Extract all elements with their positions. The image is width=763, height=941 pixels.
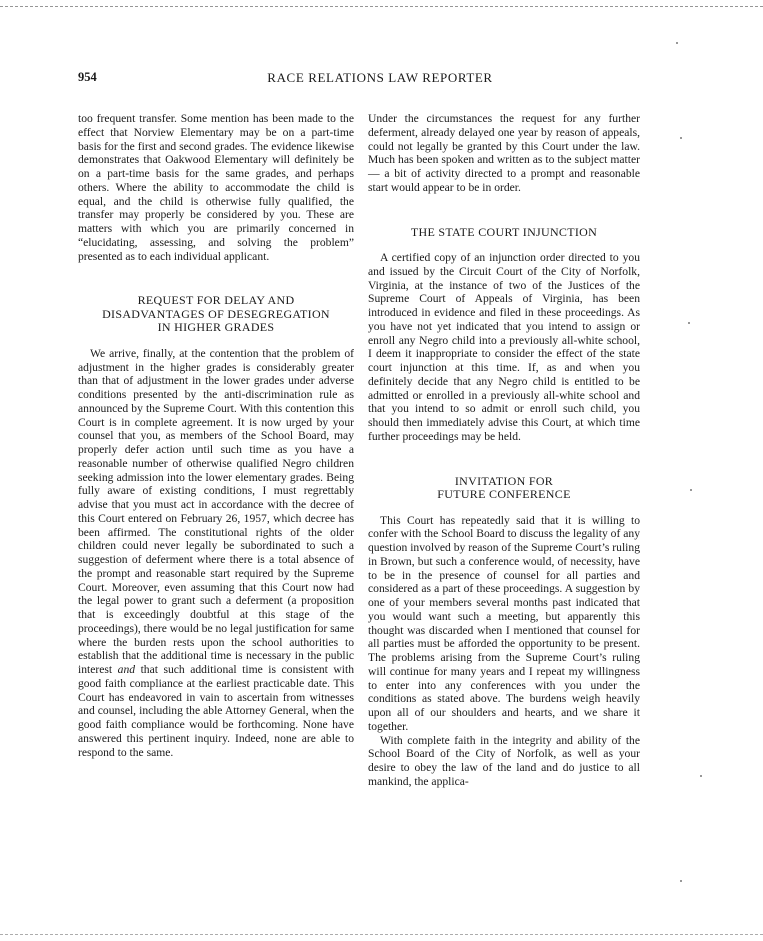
paragraph-injunction: A certified copy of an injunction order directed to you and issued by the Circuit Court of the City of Norfolk, Virginia, at the instance of two of the Justices of the Supreme Court of Appeals of Virginia, has been introduced in evidence and filed in these proceedings. As you have not yet indicated that you intend to assign or enroll any Negro child into a previously all-white school, I deem it inappropriate to consider the effect of the state court injunction at this time. If, as and when you definitely decide that any Negro child is entitled to be admitted or enrolled in a previously all-white school and that you intend to so admit or enroll such child, you should then immediately advise this Court, at which time further proceedings may be held. xyxy=(368,251,640,443)
left-column xyxy=(78,112,354,759)
heading-state-court-injunction: THE STATE COURT INJUNCTION xyxy=(410,224,598,239)
scan-speck xyxy=(676,42,678,44)
heading-invitation-conference xyxy=(368,475,640,502)
heading-line: IN HIGHER GRADES xyxy=(157,320,275,335)
page-number: 954 xyxy=(78,70,97,84)
heading-line: FUTURE CONFERENCE xyxy=(437,487,571,501)
scan-speck xyxy=(688,322,690,324)
heading-line: INVITATION FOR xyxy=(454,473,554,488)
paragraph-text: We arrive, finally, at the contention that the problem of adjustment in the higher grades is considerably greater than that of adjustment in the lower grades under adverse conditions presented by the anti-discrimination rule as announced by the Supreme Court. With this contention this Court is in complete agreement. It is now urged by your counsel that you, as members of the School Board, may properly defer action until such time as you have a reasonable number of otherwise qualified Negro children seeking admission into the lower elementary grades. Being fully aware of existing conditions, I must regrettably advise that you must act in accordance with the decree of this Court entered on February 26, 1957, which decree has been affirmed. The constitutional rights of the older children could never legally be subordinated to such a suggestion of deferment where there is a total absence of the prompt and reasonable start required by the Supreme Court. Moreover, even assuming that this Court now had the legal power to grant such a deferment (a proposition that is exceedingly doubtful at this stage of the proceedings), there would be no legal justification for same where the burden rests upon the school authorities to establish that the additional time is necessary in the public interest xyxy=(78,346,354,676)
scan-top-border xyxy=(0,6,763,7)
scan-speck xyxy=(680,137,682,139)
page-header xyxy=(78,70,682,88)
emphasized-text: and xyxy=(117,663,136,676)
paragraph-closing: With complete faith in the integrity and ability of the School Board of the City of Norfolk, as well as your desire to obey the law of the land and do justice to all mankind, the applica- xyxy=(368,733,640,788)
heading-line: DISADVANTAGES OF DESEGREGATION xyxy=(102,306,330,321)
right-column xyxy=(368,112,640,789)
scan-speck xyxy=(700,775,702,777)
scan-bottom-border xyxy=(0,934,763,935)
running-head: RACE RELATIONS LAW REPORTER xyxy=(267,70,493,85)
paragraph-conference: This Court has repeatedly said that it is willing to confer with the School Board to discuss the legality of any question involved by reason of the Supreme Court’s ruling in Brown, but such a conference would, of necessity, have to be in the presence of counsel for all parties and considered as a part of these proceedings. A suggestion by one of your members several months past indicated that you would want such a meeting, but apparently this thought was discarded when I mentioned that counsel for all parties must be afforded the opportunity to be present. The problems arising from the Supreme Court’s ruling will continue for many years and I repeat my willingness to enter into any conferences with you under the conditions as stated above. The burdens weigh heavily upon all of our shoulders and hearts, and we share it together. xyxy=(368,513,640,733)
paragraph-higher-grades xyxy=(78,347,354,760)
heading-request-for-delay xyxy=(78,294,354,335)
paragraph-text: that such additional time is consistent with good faith compliance at the earliest practicable date. This Court has endeavored in vain to ascertain from witnesses and counsel, including the able Attorney General, when the good faith compliance would be forthcoming. None have answered this pertinent inquiry. Indeed, none are able to respond to the same. xyxy=(78,663,355,759)
paragraph-transfer: too frequent transfer. Some mention has been made to the effect that Norview Elementary may be on a part-time basis for the first and second grades. The evidence likewise demonstrates that Oakwood Elementary will definitely be on a part-time basis for the same grades, and perhaps others. Where the ability to accommodate the child is equal, and the child is otherwise fully qualified, the transfer may properly be considered by you. These are matters with which you are primarily concerned in “elucidating, assessing, and solving the problem” presented as to each individual applicant. xyxy=(78,112,354,263)
scan-speck xyxy=(690,489,692,491)
paragraph-deferment: Under the circumstances the request for any further deferment, already delayed one year by reason of appeals, could not legally be granted by this Court under the law. Much has been spoken and written as to the subject matter— a bit of activity directed to a prompt and reasonable start would appear to be in order. xyxy=(368,112,640,194)
scan-speck xyxy=(680,880,682,882)
heading-line: REQUEST FOR DELAY AND xyxy=(137,293,295,308)
